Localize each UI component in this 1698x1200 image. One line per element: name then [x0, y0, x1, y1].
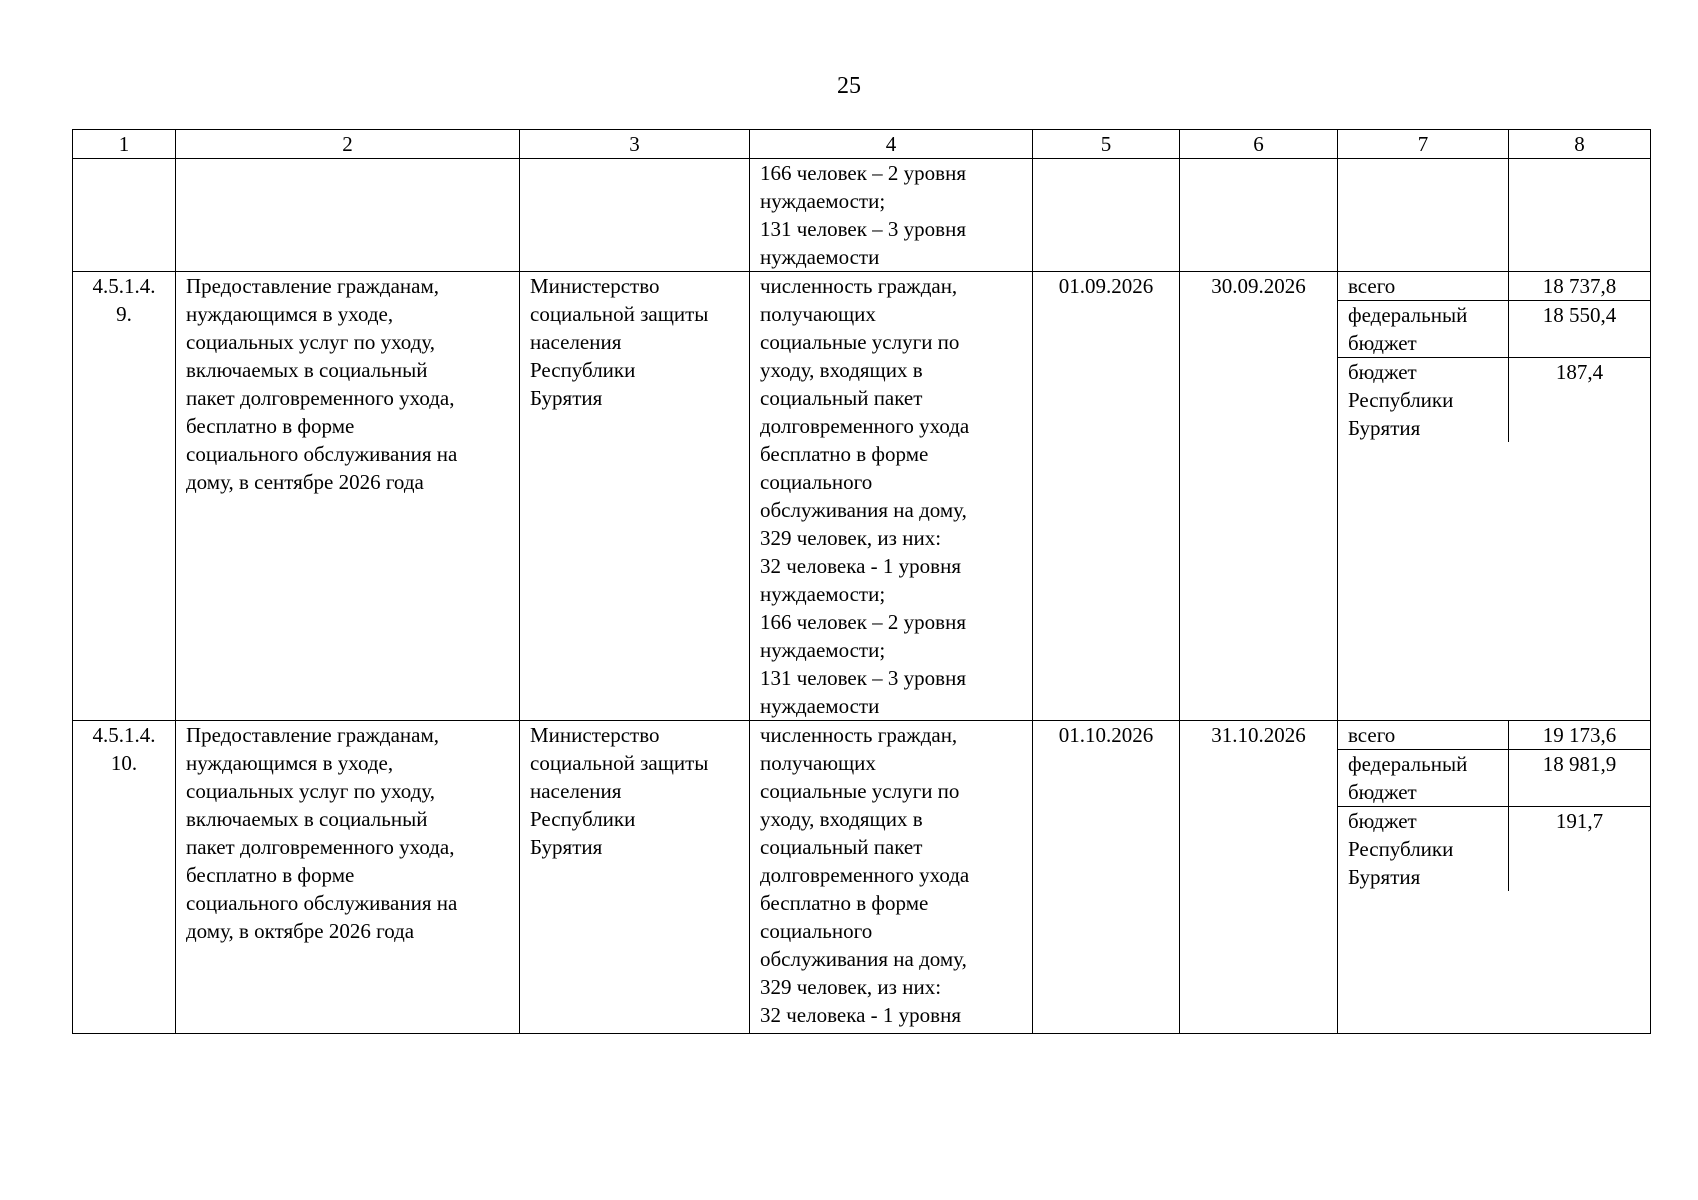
- text-line: 329 человек, из них:: [760, 526, 942, 550]
- table-row: [73, 272, 1651, 721]
- funding-amount: 19 173,6: [1542, 723, 1617, 747]
- column-header: 7: [1338, 130, 1509, 159]
- text-line: социальной защиты: [530, 302, 709, 326]
- column-header: 3: [520, 130, 750, 159]
- text-line: 32 человека - 1 уровня: [760, 554, 961, 578]
- text-line: нуждаемости;: [760, 189, 886, 213]
- table-cell: [1338, 159, 1509, 272]
- text-line: нуждаемости: [760, 694, 880, 718]
- table-cell: [520, 159, 750, 272]
- text-line: обслуживания на дому,: [760, 498, 967, 522]
- text-line: Министерство: [530, 274, 660, 298]
- funding-source: [1338, 721, 1509, 750]
- text-line: численность граждан,: [760, 274, 958, 298]
- text-line: нуждающимся в уходе,: [186, 751, 394, 775]
- text-line: Республики: [530, 807, 636, 831]
- text-line: Предоставление гражданам,: [186, 723, 440, 747]
- funding-amount: 18 550,4: [1509, 301, 1651, 358]
- text-line: нуждаемости;: [760, 582, 886, 606]
- text-line: социальной защиты: [530, 751, 709, 775]
- column-header: 2: [176, 130, 520, 159]
- funding-cell: [1338, 721, 1651, 1034]
- text-line: долговременного ухода: [760, 414, 970, 438]
- funding-amount: 187,4: [1509, 358, 1651, 443]
- funding-row: [1338, 301, 1650, 358]
- text-line: Предоставление гражданам,: [186, 274, 440, 298]
- column-number-row: [73, 130, 1651, 159]
- page-number: [0, 72, 1698, 100]
- text-line: дому, в октябре 2026 года: [186, 919, 415, 943]
- text-line: обслуживания на дому,: [760, 947, 967, 971]
- table-cell: [73, 159, 176, 272]
- text-line: 329 человек, из них:: [760, 975, 942, 999]
- table-cell: [1033, 159, 1180, 272]
- text-line: бюджет: [1348, 809, 1417, 833]
- funding-row: [1338, 750, 1650, 807]
- text-line: пакет долговременного ухода,: [186, 835, 455, 859]
- text-line: населения: [530, 330, 622, 354]
- funding-row: [1338, 807, 1650, 892]
- funding-amount: 191,7: [1509, 807, 1651, 892]
- text-line: уходу, входящих в: [760, 807, 923, 831]
- text-line: всего: [1348, 723, 1396, 747]
- indicator-text: [760, 272, 1022, 720]
- funding-row: [1338, 721, 1650, 750]
- funding-source: [1338, 358, 1509, 443]
- executor-cell: [520, 272, 750, 721]
- text-line: бесплатно в форме: [186, 863, 355, 887]
- funding-row: [1338, 358, 1650, 443]
- text-line: социальных услуг по уходу,: [186, 779, 436, 803]
- text-line: Бурятия: [1348, 416, 1421, 440]
- activity-title-cell: [176, 721, 520, 1034]
- text-line: 32 человека - 1 уровня: [760, 1003, 961, 1027]
- funding-source: [1338, 272, 1509, 301]
- text-line: бюджет: [1348, 360, 1417, 384]
- activity-title-cell: [176, 272, 520, 721]
- text-line: социальных услуг по уходу,: [186, 330, 436, 354]
- text-line: Бурятия: [530, 386, 603, 410]
- text-line: нуждаемости;: [760, 638, 886, 662]
- funding-source: [1338, 301, 1509, 358]
- text-line: бесплатно в форме: [760, 891, 929, 915]
- text-line: населения: [530, 779, 622, 803]
- text-line: социального обслуживания на: [186, 442, 458, 466]
- text-line: 4.5.1.4.: [92, 274, 156, 298]
- text-line: численность граждан,: [760, 723, 958, 747]
- text-line: Министерство: [530, 723, 660, 747]
- text-line: нуждаемости: [760, 245, 880, 269]
- text-line: Республики: [530, 358, 636, 382]
- text-line: дому, в сентябре 2026 года: [186, 470, 424, 494]
- start-date: 01.09.2026: [1058, 274, 1154, 298]
- text-line: социальный пакет: [760, 835, 923, 859]
- text-line: 131 человек – 3 уровня: [760, 666, 966, 690]
- text-line: 166 человек – 2 уровня: [760, 161, 966, 185]
- funding-table: [1338, 721, 1650, 891]
- end-date-cell: [1180, 721, 1338, 1034]
- text-line: 10.: [110, 751, 138, 775]
- table-cell: [1180, 159, 1338, 272]
- text-line: бюджет: [1348, 331, 1417, 355]
- text-line: бесплатно в форме: [760, 442, 929, 466]
- text-line: социальные услуги по: [760, 330, 960, 354]
- text-line: Республики: [1348, 388, 1454, 412]
- table-cell: [1509, 159, 1651, 272]
- text-line: 131 человек – 3 уровня: [760, 217, 966, 241]
- table-cell: [176, 159, 520, 272]
- indicator-cell: [750, 721, 1033, 1034]
- text-line: всего: [1348, 274, 1396, 298]
- funding-cell: [1338, 272, 1651, 721]
- text-line: 4.5.1.4.: [92, 723, 156, 747]
- start-date-cell: [1033, 721, 1180, 1034]
- funding-source: [1338, 750, 1509, 807]
- text-line: Бурятия: [1348, 865, 1421, 889]
- text-line: 9.: [116, 302, 132, 326]
- funding-row: [1338, 272, 1650, 301]
- activity-table: [72, 129, 1651, 1034]
- text-line: получающих: [760, 302, 876, 326]
- column-header: 6: [1180, 130, 1338, 159]
- continuation-indicator-cell: [750, 159, 1033, 272]
- item-number-cell: [73, 272, 176, 721]
- item-number-cell: [73, 721, 176, 1034]
- column-header: 8: [1509, 130, 1651, 159]
- text-line: включаемых в социальный: [186, 358, 428, 382]
- funding-amount: 18 737,8: [1542, 274, 1617, 298]
- funding-source: [1338, 807, 1509, 892]
- executor-cell: [520, 721, 750, 1034]
- column-header: 5: [1033, 130, 1180, 159]
- end-date: 31.10.2026: [1211, 723, 1306, 747]
- funding-amount: 18 981,9: [1509, 750, 1651, 807]
- text-line: 166 человек – 2 уровня: [760, 610, 966, 634]
- continuation-row: [73, 159, 1651, 272]
- start-date: 01.10.2026: [1058, 723, 1154, 747]
- text-line: уходу, входящих в: [760, 358, 923, 382]
- text-line: социальные услуги по: [760, 779, 960, 803]
- text-line: бюджет: [1348, 780, 1417, 804]
- page-number-text: 25: [837, 73, 861, 99]
- text-line: долговременного ухода: [760, 863, 970, 887]
- column-header: 4: [750, 130, 1033, 159]
- text-line: пакет долговременного ухода,: [186, 386, 455, 410]
- text-line: социального обслуживания на: [186, 891, 458, 915]
- text-line: Республики: [1348, 837, 1454, 861]
- text-line: социальный пакет: [760, 386, 923, 410]
- end-date: 30.09.2026: [1211, 274, 1306, 298]
- indicator-text: [760, 721, 1022, 1033]
- end-date-cell: [1180, 272, 1338, 721]
- indicator-cell: [750, 272, 1033, 721]
- funding-table: [1338, 272, 1650, 442]
- text-line: бесплатно в форме: [186, 414, 355, 438]
- column-header: 1: [73, 130, 176, 159]
- text-line: включаемых в социальный: [186, 807, 428, 831]
- text-line: социального: [760, 919, 873, 943]
- text-line: социального: [760, 470, 873, 494]
- start-date-cell: [1033, 272, 1180, 721]
- text-line: федеральный: [1348, 303, 1468, 327]
- text-line: нуждающимся в уходе,: [186, 302, 394, 326]
- text-line: получающих: [760, 751, 876, 775]
- text-line: федеральный: [1348, 752, 1468, 776]
- text-line: Бурятия: [530, 835, 603, 859]
- table-row: [73, 721, 1651, 1034]
